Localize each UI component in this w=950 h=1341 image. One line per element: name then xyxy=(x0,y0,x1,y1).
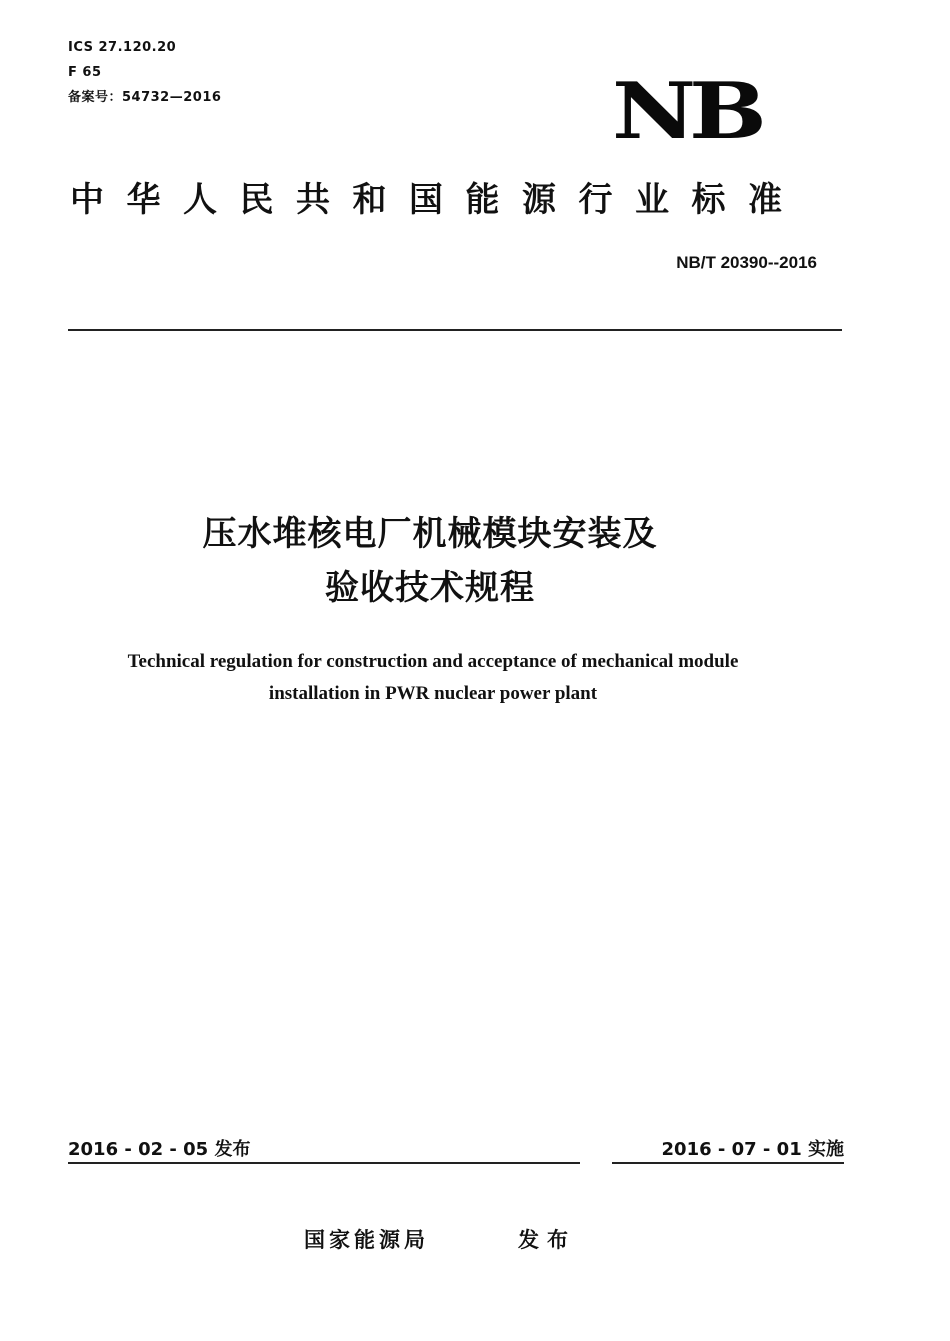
classification-code: F 65 xyxy=(68,65,102,80)
title-english-line-1: Technical regulation for construction and acceptance of mechanical module xyxy=(127,651,739,672)
ics-code: ICS 27.120.20 xyxy=(68,40,177,55)
standard-code: NB/T 20390--2016 xyxy=(676,253,817,272)
implementation-date: 2016 - 07 - 01 实施 xyxy=(661,1139,844,1160)
header-divider xyxy=(68,329,842,331)
title-chinese-line-2: 验收技术规程 xyxy=(325,568,535,608)
publisher-name: 国家能源局 xyxy=(304,1228,429,1252)
standard-type-heading: 中华人民共和国能源行业标准 xyxy=(70,180,805,220)
implementation-date-underline xyxy=(612,1162,844,1164)
issue-date: 2016 - 02 - 05 发布 xyxy=(68,1139,251,1160)
title-english-line-2: installation in PWR nuclear power plant xyxy=(268,683,598,704)
title-chinese-line-1: 压水堆核电厂机械模块安装及 xyxy=(202,514,658,554)
record-number: 备案号：54732—2016 xyxy=(68,90,222,105)
nb-logo: NB xyxy=(612,66,760,157)
publish-label: 发布 xyxy=(518,1228,576,1252)
issue-date-underline xyxy=(68,1162,580,1164)
